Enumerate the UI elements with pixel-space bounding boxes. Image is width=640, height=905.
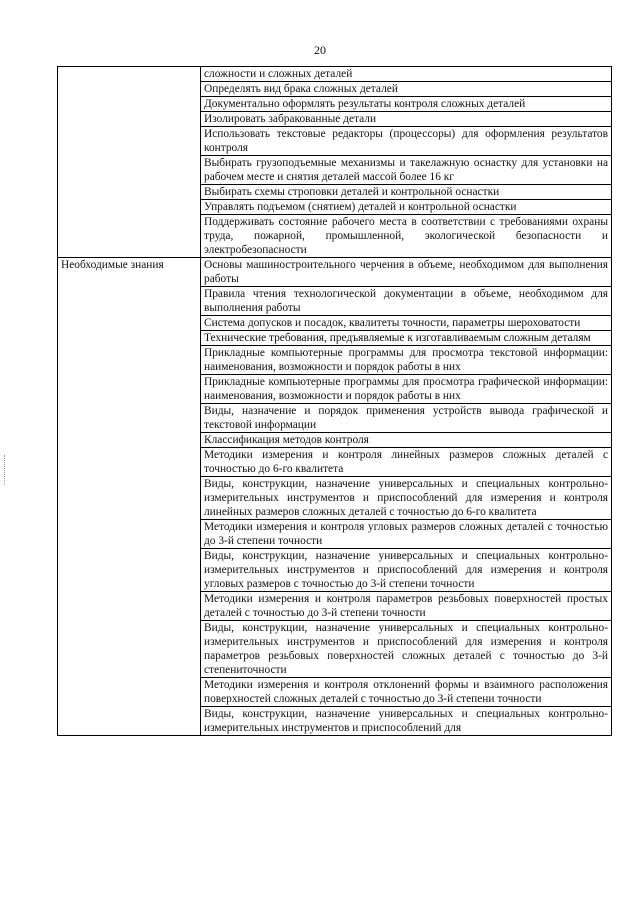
table-cell: Основы машиностроительного черчения в объеме, необходимом для выполнения работы (201, 258, 612, 287)
requirements-table (57, 66, 612, 736)
table-cell: Прикладные компьютерные программы для просмотра графической информации: наименования, возможности и порядок работы в них (201, 375, 612, 404)
table-cell: Виды, конструкции, назначение универсальных и специальных контрольно-измерительных инструментов и приспособлений для измерения и контроля угловых размеров с точностью до 3-й степени точности (201, 549, 612, 592)
table-row (58, 258, 612, 287)
table-cell: Методики измерения и контроля параметров резьбовых поверхностей простых деталей с точностью до 3-й степени точности (201, 592, 612, 621)
page-number: 20 (314, 43, 326, 57)
table-cell: Виды, конструкции, назначение универсальных и специальных контрольно-измерительных инструментов и приспособлений для измерения и контроля параметров резьбовых поверхностей сложных деталей с точностью до 3-й степениточности (201, 621, 612, 678)
margin-mark (4, 455, 6, 485)
table-cell: Использовать текстовые редакторы (процессоры) для оформления результатов контроля (201, 127, 612, 156)
table-cell: Документально оформлять результаты контроля сложных деталей (201, 97, 612, 112)
table-cell: Прикладные компьютерные программы для просмотра текстовой информации: наименования, возможности и порядок работы в них (201, 346, 612, 375)
table-cell: Виды, конструкции, назначение универсальных и специальных контрольно-измерительных инструментов и приспособлений для измерения и контроля линейных размеров сложных деталей с точностью до 6-го квалитета (201, 477, 612, 520)
section-label: Необходимые знания (58, 258, 201, 736)
requirements-table-body (58, 67, 612, 736)
table-cell: Выбирать грузоподъемные механизмы и такелажную оснастку для установки на рабочем месте и снятия деталей массой более 16 кг (201, 156, 612, 185)
table-cell: сложности и сложных деталей (201, 67, 612, 82)
table-cell: Система допусков и посадок, квалитеты точности, параметры шероховатости (201, 316, 612, 331)
section-label (58, 67, 201, 258)
table-cell: Выбирать схемы строповки деталей и контрольной оснастки (201, 185, 612, 200)
table-cell: Методики измерения и контроля отклонений формы и взаимного расположения поверхностей сложных деталей с точностью до 3-й степени точности (201, 678, 612, 707)
table-cell: Методики измерения и контроля угловых размеров сложных деталей с точностью до 3-й степени точности (201, 520, 612, 549)
table-cell: Виды, назначение и порядок применения устройств вывода графической и текстовой информации (201, 404, 612, 433)
table-cell: Определять вид брака сложных деталей (201, 82, 612, 97)
table-cell: Методики измерения и контроля линейных размеров сложных деталей с точностью до 6-го квалитета (201, 448, 612, 477)
table-cell: Изолировать забракованные детали (201, 112, 612, 127)
table-cell: Управлять подъемом (снятием) деталей и контрольной оснастки (201, 200, 612, 215)
table-row (58, 67, 612, 82)
table-cell: Классификация методов контроля (201, 433, 612, 448)
table-cell: Технические требования, предъявляемые к изготавливаемым сложным деталям (201, 331, 612, 346)
table-cell: Правила чтения технологической документации в объеме, необходимом для выполнения работы (201, 287, 612, 316)
table-cell: Поддерживать состояние рабочего места в соответствии с требованиями охраны труда, пожарной, промышленной, экологической безопасности и электробезопасности (201, 215, 612, 258)
table-cell: Виды, конструкции, назначение универсальных и специальных контрольно-измерительных инструментов и приспособлений для (201, 707, 612, 736)
